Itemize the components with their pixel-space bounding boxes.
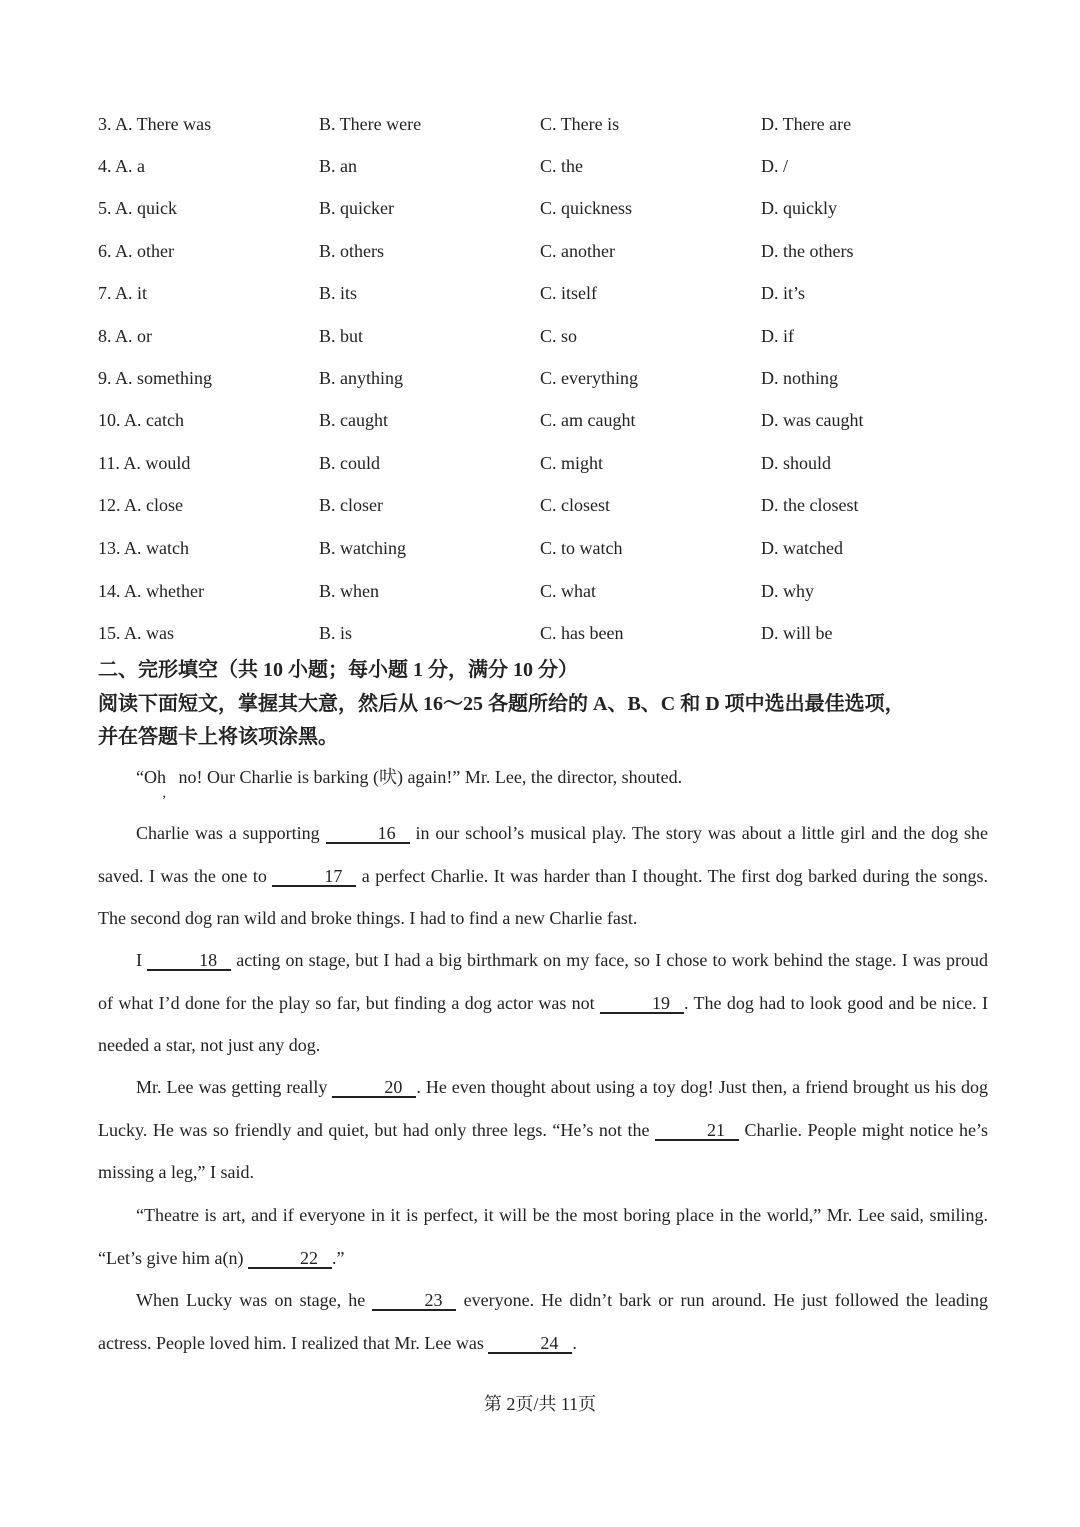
text: When Lucky was on stage, he xyxy=(136,1290,373,1310)
option-d: D. if xyxy=(761,326,794,346)
section-instruction: 阅读下面短文，掌握其大意，然后从 16～25 各题所给的 A、B、C 和 D 项中选出最佳选项， xyxy=(98,693,905,715)
option-b: B. when xyxy=(319,581,379,601)
text: .” xyxy=(331,1247,345,1268)
text: . He even thought about using a toy dog! Just then, a friend brought us his dog Lucky. He was so friendly and quiet, but had only three legs. “He’s not the xyxy=(98,1077,988,1140)
option-b: B. watching xyxy=(319,538,406,558)
opening-comma: , xyxy=(162,786,166,801)
option-b: B. quicker xyxy=(319,198,394,218)
option-row xyxy=(0,193,1080,223)
option-d: D. was caught xyxy=(761,410,864,430)
option-row xyxy=(0,533,1080,563)
blank-24: 24 xyxy=(488,1334,572,1354)
text: “Theatre is art, and if everyone in it is perfect, it will be the most boring place in the world,” Mr. Lee said, smiling. “Let’s give him a(n) xyxy=(98,1205,988,1268)
option-d: D. it’s xyxy=(761,283,806,303)
blank-17: 17 xyxy=(272,867,356,887)
option-d: D. will be xyxy=(761,623,833,643)
option-row xyxy=(0,278,1080,308)
paragraph-3 xyxy=(98,1066,988,1194)
option-row xyxy=(0,405,1080,435)
option-d: D. nothing xyxy=(761,368,839,388)
option-b: B. anything xyxy=(319,368,403,388)
option-a: 8. A. or xyxy=(98,326,152,346)
option-d: D. why xyxy=(761,581,814,601)
option-c: C. what xyxy=(540,581,596,601)
option-c: C. the xyxy=(540,156,583,176)
option-row xyxy=(0,618,1080,648)
option-a: 3. A. There was xyxy=(98,114,212,134)
section-title: 二、完形填空（共 10 小题；每小题 1 分，满分 10 分） xyxy=(98,659,578,681)
option-a: 11. A. would xyxy=(98,453,191,473)
option-c: C. There is xyxy=(540,114,620,134)
blank-16: 16 xyxy=(326,824,410,844)
option-b: B. could xyxy=(319,453,380,473)
option-d: D. watched xyxy=(761,538,843,558)
option-c: C. itself xyxy=(540,283,597,303)
option-c: C. has been xyxy=(540,623,624,643)
opening-text-a: “Oh xyxy=(136,767,166,787)
blank-23: 23 xyxy=(372,1291,456,1311)
page-number: 第 2页/共 11页 xyxy=(483,1394,597,1414)
option-d: D. quickly xyxy=(761,198,837,218)
option-c: C. another xyxy=(540,241,615,261)
option-c: C. to watch xyxy=(540,538,623,558)
option-row xyxy=(0,321,1080,351)
option-c: C. am caught xyxy=(540,410,636,430)
option-b: B. an xyxy=(319,156,357,176)
option-d: D. / xyxy=(761,156,788,176)
option-b: B. but xyxy=(319,326,364,346)
text: in our school’s musical play. The story was about a little girl and the dog she saved. I was the one to xyxy=(98,823,988,886)
text: everyone. He didn’t bark or run around. He just followed the leading actress. People loved him. I realized that Mr. Lee was xyxy=(98,1290,989,1353)
text: Charlie. People might notice he’s missing a leg,” I said. xyxy=(98,1119,989,1183)
option-d: D. should xyxy=(761,453,832,473)
option-a: 15. A. was xyxy=(98,623,174,643)
blank-21: 21 xyxy=(655,1121,739,1141)
option-row xyxy=(0,151,1080,181)
option-a: 5. A. quick xyxy=(98,198,177,218)
paragraph-1 xyxy=(98,812,988,940)
option-b: B. There were xyxy=(319,114,422,134)
option-b: B. closer xyxy=(319,495,383,515)
text: Charlie was a supporting xyxy=(136,823,326,843)
option-row xyxy=(0,576,1080,606)
option-b: B. its xyxy=(319,283,358,303)
text: I xyxy=(136,950,148,970)
blank-22: 22 xyxy=(248,1249,332,1269)
option-c: C. everything xyxy=(540,368,638,388)
paragraph-5 xyxy=(98,1279,988,1364)
option-c: C. quickness xyxy=(540,198,632,218)
option-row xyxy=(0,363,1080,393)
opening-line xyxy=(136,762,683,801)
option-a: 13. A. watch xyxy=(98,538,189,558)
option-d: D. the closest xyxy=(761,495,859,515)
option-b: B. caught xyxy=(319,410,388,430)
text: acting on stage, but I had a big birthmark on my face, so I chose to work behind the stage. I was proud of what I’d done for the play so far, but finding a dog actor was not xyxy=(98,950,988,1013)
option-c: C. closest xyxy=(540,495,610,515)
blank-19: 19 xyxy=(600,994,684,1014)
blank-20: 20 xyxy=(332,1078,416,1098)
section-instruction-cont: 并在答题卡上将该项涂黑。 xyxy=(98,726,338,748)
option-a: 14. A. whether xyxy=(98,581,204,601)
blank-18: 18 xyxy=(147,951,231,971)
option-row xyxy=(0,490,1080,520)
option-d: D. the others xyxy=(761,241,854,261)
option-c: C. might xyxy=(540,453,604,473)
option-a: 9. A. something xyxy=(98,368,213,388)
opening-text-b: no! Our Charlie is barking (吠) again!” Mr. Lee, the director, shouted. xyxy=(178,767,683,787)
option-row xyxy=(0,109,1080,139)
option-a: 4. A. a xyxy=(98,156,145,176)
text: . The dog had to look good and be nice. I needed a star, not just any dog. xyxy=(98,992,988,1056)
paragraph-4 xyxy=(98,1194,988,1279)
option-c: C. so xyxy=(540,326,578,346)
option-b: B. is xyxy=(319,623,353,643)
option-d: D. There are xyxy=(761,114,852,134)
option-row xyxy=(0,236,1080,266)
option-a: 7. A. it xyxy=(98,283,148,303)
option-a: 10. A. catch xyxy=(98,410,184,430)
text: a perfect Charlie. It was harder than I thought. The first dog barked during the songs. The second dog ran wild and broke things. I had to find a new Charlie fast. xyxy=(98,865,988,929)
paragraph-2 xyxy=(98,939,988,1067)
text: Mr. Lee was getting really xyxy=(136,1077,333,1097)
option-a: 6. A. other xyxy=(98,241,174,261)
option-b: B. others xyxy=(319,241,384,261)
text: . xyxy=(572,1332,577,1353)
option-row xyxy=(0,448,1080,478)
option-a: 12. A. close xyxy=(98,495,183,515)
